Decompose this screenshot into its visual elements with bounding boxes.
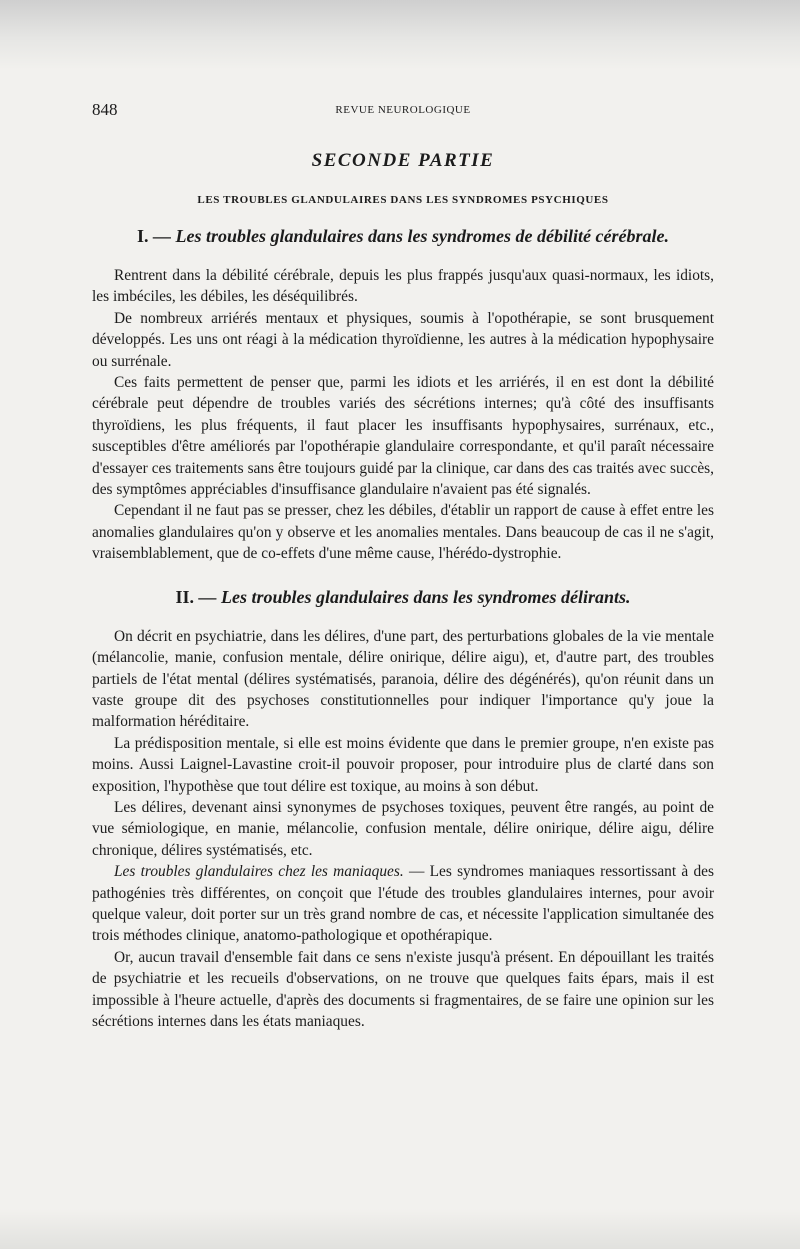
paragraph: Ces faits permettent de penser que, parmi les idiots et les arriérés, il en est dont la débilité cérébrale peut dépendre de troubles variés des sécrétions internes; qu'à côté des insuffisants thyroïdiens, les plus fréquents, il faut placer les insuffisants hypophysaires, surrénaux, etc., susceptibles d'être améliorés par l'opothérapie glandulaire correspondante, et qu'il paraît nécessaire d'essayer ces traitements sans être toujours guidé par la clinique, car dans des cas traités avec succès, des symptômes appréciables d'insuffisance glandulaire n'avaient pas été signalés. <box>92 374 714 499</box>
running-header <box>92 96 714 124</box>
paragraph: Les délires, devenant ainsi synonymes de psychoses toxiques, peuvent être rangés, au point de vue sémiologique, en manie, mélancolie, confusion mentale, délire onirique, délire aigu, délire chronique, délires systématisés, etc. <box>92 798 714 859</box>
lead-paragraph <box>92 861 714 947</box>
paragraph: On décrit en psychiatrie, dans les délires, d'une part, des perturbations globales de la vie mentale (mélancolie, manie, confusion mentale, délire onirique, délire aigu), et, d'autre part, des troubles partiels de l'état mental (délires systématisés, paranoia, délire des dégénérés), qu'on réunit dans un vaste groupe dit des psychoses constitutionnelles pour indiquer l'importance qu'y joue la malformation héréditaire. <box>92 627 714 731</box>
paragraph: La prédisposition mentale, si elle est moins évidente que dans le premier groupe, n'en existe pas moins. Aussi Laignel-Lavastine croit-il pouvoir proposer, pour introduire plus de clarté dans son exposition, l'hypothèse que tout délire est toxique, au moins à son début. <box>92 734 714 795</box>
paragraph: Cependant il ne faut pas se presser, chez les débiles, d'établir un rapport de cause à effet entre les anomalies glandulaires qu'on y observe et les anomalies mentales. Dans beaucoup de cas il ne s'agit, vraisemblablement, que de co-effets d'une même cause, l'hérédo-dystrophie. <box>92 502 714 563</box>
page-number: 848 <box>92 100 118 119</box>
paragraph: Rentrent dans la débilité cérébrale, depuis les plus frappés jusqu'aux quasi-normaux, les idiots, les imbéciles, les débiles, les déséquilibrés. <box>92 267 714 306</box>
paragraph: De nombreux arriérés mentaux et physiques, soumis à l'opothérapie, se sont brusquement développés. Les uns ont réagi à la médication thyroïdienne, les autres à la médication hypophysaire ou surrénale. <box>92 309 714 370</box>
page-content <box>92 96 714 1032</box>
part-subtitle: LES TROUBLES GLANDULAIRES DANS LES SYNDROMES PSYCHIQUES <box>197 194 609 206</box>
journal-title: REVUE NEUROLOGIQUE <box>335 104 471 116</box>
section-number: I. <box>137 226 149 246</box>
paragraph: Or, aucun travail d'ensemble fait dans ce sens n'existe jusqu'à présent. En dépouillant les traités de psychiatrie et les recueils d'observations, on ne trouve que quelques faits épars, mais il est impossible à l'heure actuelle, d'après des documents si fragmentaires, de se faire une opinion sur les sécrétions internes dans les états maniaques. <box>92 948 714 1030</box>
paragraph-body: — Les syndromes maniaques ressortissant à des pathogénies très différentes, on conçoit que l'étude des troubles glandulaires internes, pour avoir quelque valeur, doit porter sur un très grand nombre de cas, et nécessite l'application simultanée des trois méthodes clinique, anatomo-pathologique et opothérapique. <box>92 863 714 945</box>
section-title: — Les troubles glandulaires dans les syndromes de débilité cérébrale. <box>153 226 669 246</box>
section-heading-2 <box>92 587 714 608</box>
section-title: — Les troubles glandulaires dans les syndromes délirants. <box>198 586 631 607</box>
section-heading-1 <box>92 226 714 247</box>
part-title: SECONDE PARTIE <box>311 150 495 171</box>
paragraph-lead: Les troubles glandulaires chez les maniaques. <box>114 863 404 881</box>
section-number: II. <box>175 586 194 607</box>
section-spacer <box>92 565 714 587</box>
